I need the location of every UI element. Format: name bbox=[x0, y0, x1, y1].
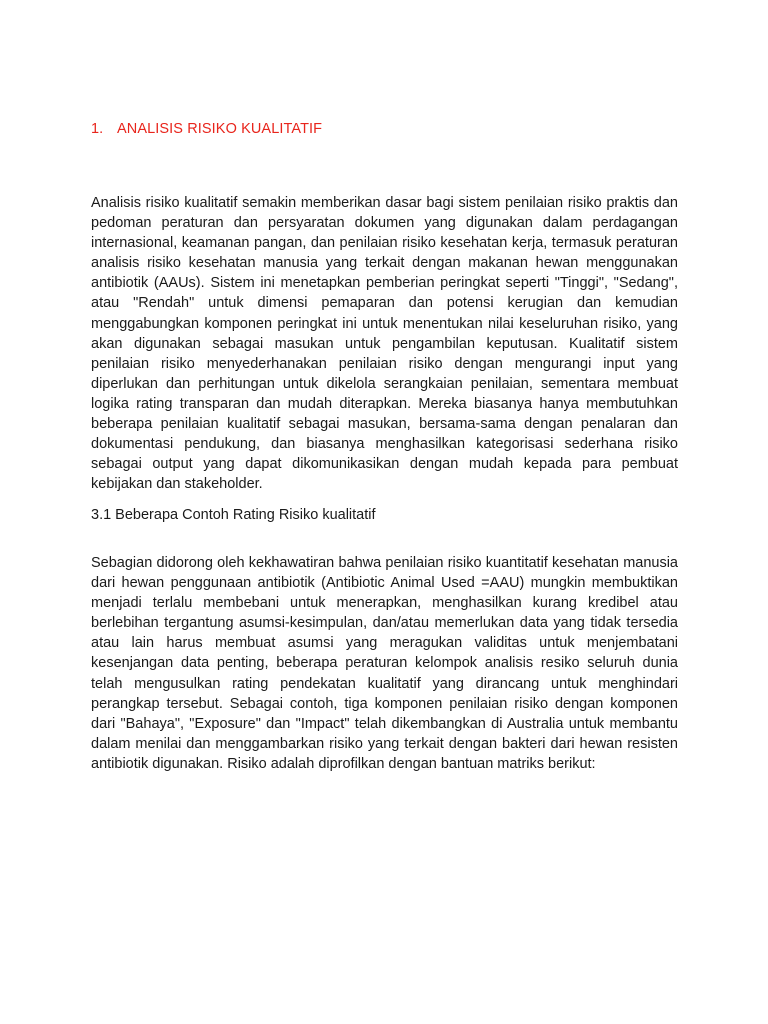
section-number: 1. bbox=[91, 121, 104, 137]
section-title: ANALISIS RISIKO KUALITATIF bbox=[117, 121, 323, 137]
paragraph-rating-examples: Sebagian didorong oleh kekhawatiran bahwa penilaian risiko kuantitatif kesehatan manusia dari hewan penggunaan antibiotik (Antibiotic Animal Used =AAU) mungkin membuktikan menjadi terlalu membebani untuk menerapkan, menghasilkan kurang kredibel atau berlebihan tergantung asumsi-kesimpulan, dan/atau memerlukan data yang tidak tersedia atau lain harus membuat asumsi yang meragukan validitas untuk menjembatani kesenjangan data penting, beberapa peraturan kelompok analisis resiko seluruh dunia telah mengusulkan rating pendekatan kualitatif yang dirancang untuk menghindari perangkap tersebut. Sebagai contoh, tiga komponen penilaian risiko dengan komponen dari "Bahaya", "Exposure" dan "Impact" telah dikembangkan di Australia untuk membantu dalam menilai dan menggambarkan risiko yang terkait dengan bakteri dari hewan resisten antibiotik digunakan. Risiko adalah diprofilkan dengan bantuan matriks berikut: bbox=[91, 555, 678, 772]
section-heading bbox=[91, 121, 322, 137]
subsection-heading: 3.1 Beberapa Contoh Rating Risiko kualitatif bbox=[91, 507, 376, 523]
paragraph-qualitative-analysis: Analisis risiko kualitatif semakin memberikan dasar bagi sistem penilaian risiko praktis dan pedoman peraturan dan persyaratan dokumen yang digunakan dalam perdagangan internasional, keamanan pangan, dan penilaian risiko kesehatan kerja, termasuk peraturan analisis risiko kesehatan manusia yang terkait dengan makanan hewan menggunakan antibiotik (AAUs). Sistem ini menetapkan pemberian peringkat seperti "Tinggi", "Sedang", atau "Rendah" untuk dimensi pemaparan dan potensi kerugian dan kemudian menggabungkan komponen peringkat ini untuk menentukan nilai keseluruhan risiko, yang akan digunakan sebagai masukan untuk pengambilan keputusan. Kualitatif sistem penilaian risiko menyederhanakan penilaian risiko dengan mengurangi input yang diperlukan dan perhitungan untuk dikelola serangkaian penilaian, sementara membuat logika rating transparan dan mudah diterapkan. Mereka biasanya hanya membutuhkan beberapa penilaian kualitatif sebagai masukan, bersama-sama dengan penalaran dan dokumentasi pendukung, dan biasanya menghasilkan kategorisasi sederhana risiko sebagai output yang dapat dikomunikasikan dengan mudah kepada para pembuat kebijakan dan stakeholder. bbox=[91, 195, 678, 493]
